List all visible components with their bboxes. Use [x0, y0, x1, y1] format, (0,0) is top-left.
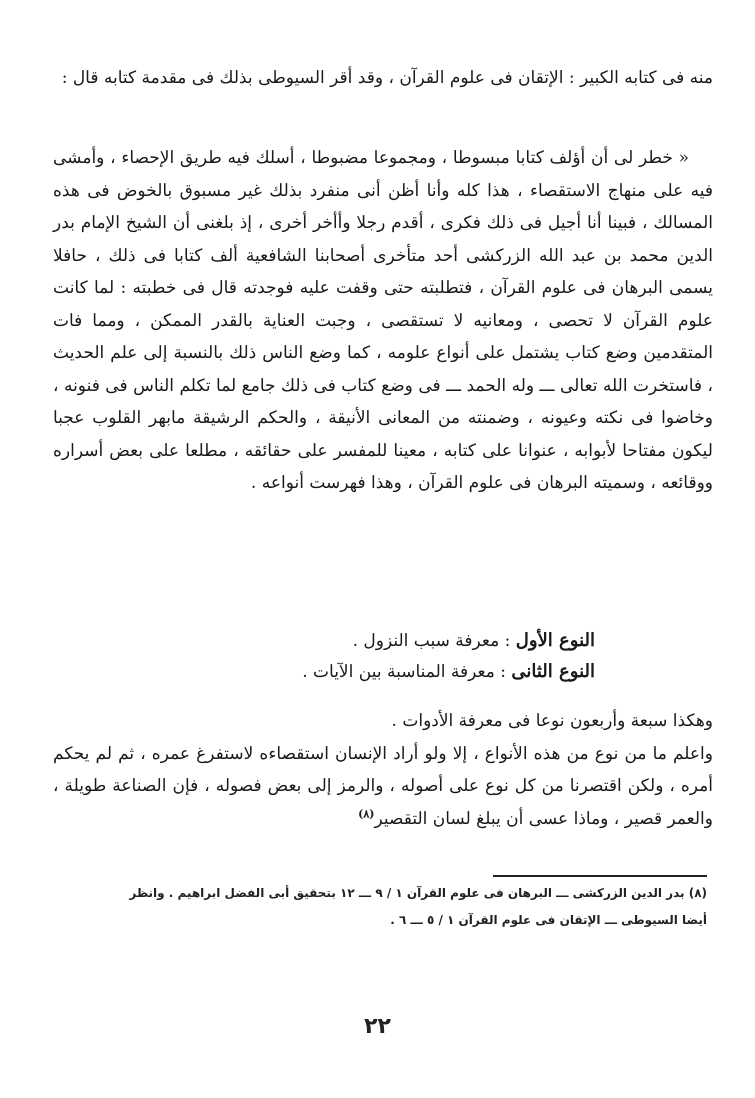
types-list [53, 626, 713, 687]
quote-paragraph [53, 142, 713, 500]
footnote-reference[interactable]: (٨) [358, 806, 375, 820]
type-text: : معرفة المناسبة بين الآيات . [302, 661, 506, 682]
type-item-2 [53, 657, 595, 688]
closing-text: واعلم ما من نوع من هذه الأنواع ، إلا ولو أراد الإنسان استقصاءه لاستفرغ عمره ، ثم لم يحكم أمره ، ولكن اقتصرنا من كل نوع على أصوله ، والرمز إلى بعض فصوله ، فإن الصناعة طويلة ، والعمر قصير ، وماذا عسى أن يبلغ لسان التقصير [53, 743, 713, 829]
intro-text: منه فى كتابه الكبير : الإتقان فى علوم القرآن ، وقد أقر السيوطى بذلك فى مقدمة كتابه قال : [61, 68, 713, 88]
closing-text-wrap [53, 738, 713, 836]
footnote-divider [493, 875, 707, 877]
type-text: : معرفة سبب النزول . [352, 631, 511, 651]
footnote-line-1: (٨) بدر الدين الزركشى ـــ البرهان فى علوم القرآن ١ / ٩ ـــ ١٢ بتحقيق أبى الفضل ابراهيم . وانظر [129, 886, 707, 900]
footnotes [47, 880, 707, 934]
type-label: النوع الأول [515, 630, 595, 651]
type-item-1 [53, 626, 595, 657]
intro-paragraph [53, 62, 713, 95]
footnote-line-2: أيضا السيوطى ـــ الإتقان فى علوم القرآن ١ / ٥ ـــ ٦ . [390, 913, 707, 927]
quote-text: « خطر لى أن أؤلف كتابا مبسوطا ، ومجموعا مضبوطا ، أسلك فيه طريق الإحصاء ، وأمشى فيه على منهاج الاستقصاء ، هذا كله وأنا أظن أنى منفرد بذلك غير مسبوق بالخوض فى هذه المسالك ، فبينا أنا أجيل فى ذلك فكرى ، أقدم رجلا وأأخر أخرى ، إذ بلغنى أن الشيخ الإمام بدر الدين محمد بن عبد الله الزركشى أحد متأخرى أصحابنا الشافعية ألف كتابا فى ذلك ، حافلا يسمى البرهان فى علوم القرآن ، فتطلبته حتى وقفت عليه فوجدته قال فى خطبته : لما كانت علوم القرآن لا تحصى ، ومعانيه لا تستقصى ، وجبت العناية بالقدر الممكن ، ومما فات المتقدمين وضع كتاب يشتمل على أنواع علومه ، كما وضع الناس ذلك بالنسبة إلى علم الحديث ، فاستخرت الله تعالى ـــ وله الحمد ـــ فى وضع كتاب فى ذلك جامع لما تكلم الناس فى فنونه ، وخاضوا فى نكته وعيونه ، وضمنته من المعانى الأنيقة ، والحكم الرشيقة مابهر القلوب عجبا ليكون مفتاحا لأبوابه ، عنوانا على كتابه ، معينا للمفسر على حقائقه ، مطلعا على بعض أسراره ووقائعه ، وسميته البرهان فى علوم القرآن ، وهذا فهرست أنواعه . [53, 148, 713, 493]
closing-paragraph [53, 705, 713, 835]
summary-text: وهكذا سبعة وأربعون نوعا فى معرفة الأدوات . [391, 711, 713, 731]
page-number: ٢٢ [364, 1014, 391, 1039]
type-label: النوع الثانى [511, 660, 595, 682]
